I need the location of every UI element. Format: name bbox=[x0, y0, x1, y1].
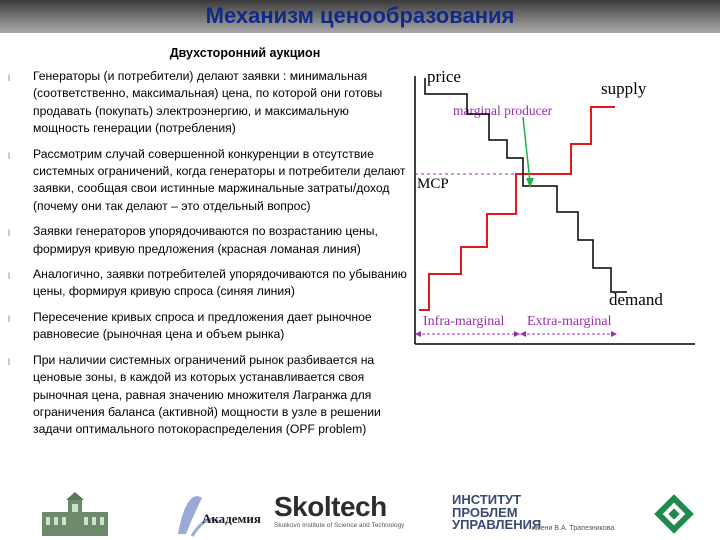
price-label: price bbox=[427, 67, 461, 86]
bullet-marker-icon: l bbox=[8, 150, 10, 161]
bullet-list bbox=[8, 68, 408, 447]
emblem-logo-icon bbox=[654, 494, 694, 534]
institute-title: ИНСТИТУТ ПРОБЛЕМ УПРАВЛЕНИЯ bbox=[452, 492, 542, 532]
bullet-item: l Заявки генераторов упорядочиваются по возрастанию цены, формируя кривую предложения (красная ломаная линия) bbox=[8, 224, 378, 256]
mcp-label: MCP bbox=[417, 176, 449, 192]
footer-logos bbox=[0, 488, 720, 540]
bullet-item: l Аналогично, заявки потребителей упорядочиваются по убыванию цены, формируя кривую спроса (синяя линия) bbox=[8, 267, 407, 299]
bullet-marker-icon: l bbox=[8, 228, 10, 239]
arrowhead-icon bbox=[514, 331, 520, 337]
supply-curve bbox=[419, 107, 615, 310]
arrowhead-icon bbox=[611, 331, 617, 337]
bullet-marker-icon: l bbox=[8, 356, 10, 367]
skoltech-logo bbox=[274, 492, 416, 536]
bullet-marker-icon: l bbox=[8, 271, 10, 282]
marginal-producer-arrow bbox=[523, 117, 530, 182]
skoltech-wordmark: Skoltech bbox=[274, 491, 387, 522]
demand-label: demand bbox=[609, 290, 663, 309]
supply-label: supply bbox=[601, 79, 647, 98]
academy-wordmark: Академия bbox=[202, 511, 261, 526]
slide-title: Механизм ценообразования bbox=[205, 3, 515, 28]
academy-logo-icon bbox=[172, 490, 270, 540]
title-bar bbox=[0, 0, 720, 33]
infra-marginal-label: Infra-marginal bbox=[423, 314, 505, 329]
extra-marginal-label: Extra-marginal bbox=[527, 314, 612, 329]
bullet-item: l При наличии системных ограничений рынок разбивается на ценовые зоны, в каждой из которых устанавливается своя рыночная цена, равная значению множителя Лагранжа для ограничения баланса (активной) мощности в узле в решении задачи оптимального потокораспределения (OPF problem) bbox=[8, 352, 381, 437]
bullet-marker-icon: l bbox=[8, 313, 10, 324]
bullet-marker-icon: l bbox=[8, 73, 10, 83]
arrowhead-icon bbox=[415, 331, 421, 337]
institute-name: имени В.А. Трапезникова bbox=[532, 525, 615, 532]
marginal-producer-label: marginal producer bbox=[453, 103, 553, 118]
arrowhead-icon bbox=[520, 331, 526, 337]
institute-logo bbox=[452, 494, 634, 536]
bullet-item: l Рассмотрим случай совершенной конкуренции в отсутствие системных ограничений, когда генераторы и потребители делают заявки, сообщая свои истинные маржинальные затраты/доход (почему они так делают – это отдельный вопрос) bbox=[8, 146, 406, 213]
building-logo-icon bbox=[40, 492, 110, 538]
auction-diagram bbox=[405, 62, 705, 362]
skoltech-subtitle: Skolkovo Institute of Science and Technology bbox=[274, 522, 405, 529]
bullet-item: l Пересечение кривых спроса и предложения дает рыночное равновесие (рыночная цена и объем рынка) bbox=[8, 309, 372, 342]
slide-subtitle: Двухсторонний аукцион bbox=[169, 46, 321, 60]
bullet-item: l Генераторы (и потребители) делают заявки : минимальная (соответственно, максимальная) цена, по которой они готовы продавать (покупать) электроэнергию, и максимальную мощность генерации (потребления) bbox=[8, 69, 383, 136]
